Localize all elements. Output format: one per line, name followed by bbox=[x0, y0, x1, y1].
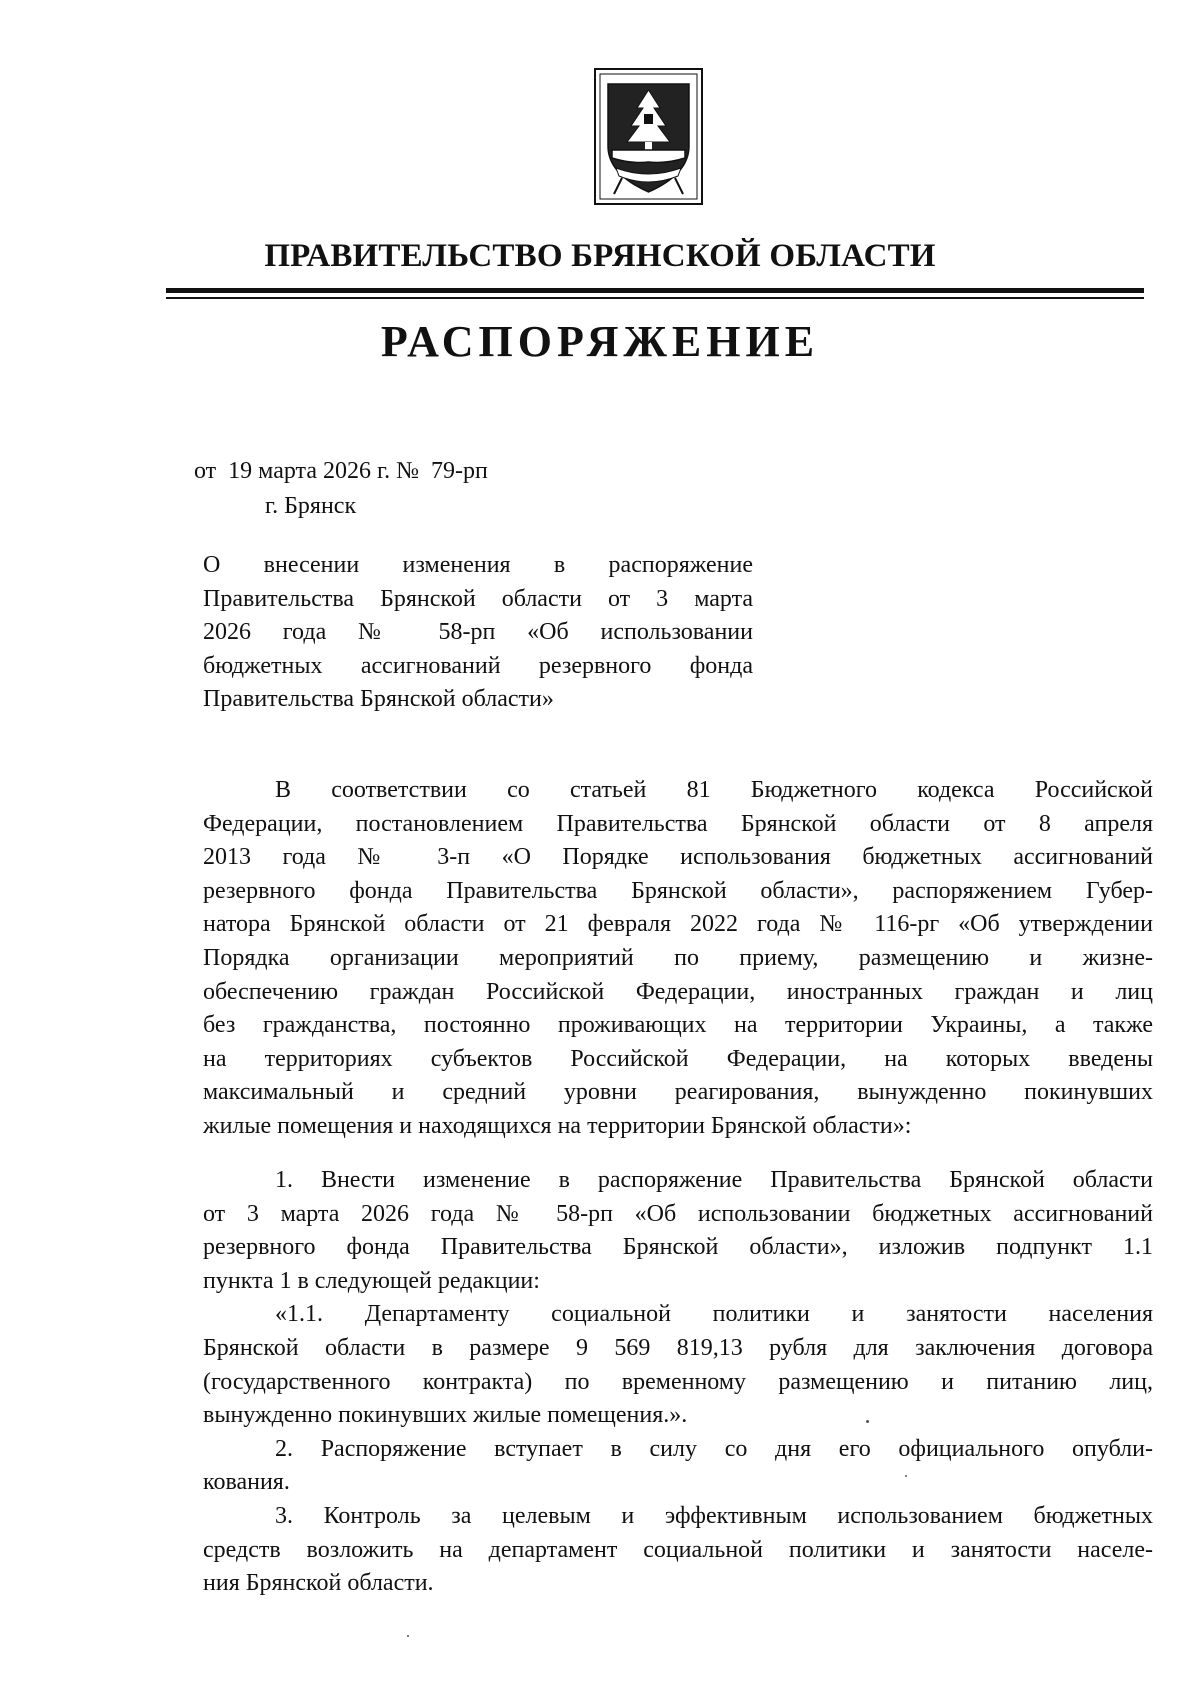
item-1-line: от 3 марта 2026 года № 58-рп «Об использовании бюджетных ассигнований bbox=[203, 1200, 1153, 1227]
document-type-title: РАСПОРЯЖЕНИЕ bbox=[380, 317, 820, 366]
preamble-line: Порядка организации мероприятий по приему, размещению и жизне- bbox=[203, 944, 1153, 971]
preamble-paragraph bbox=[203, 774, 1153, 1144]
preamble-line: 2013 года № 3-п «О Порядке использования бюджетных ассигнований bbox=[203, 844, 1153, 871]
preamble-line: обеспечению граждан Российской Федерации, иностранных граждан и лиц bbox=[203, 978, 1153, 1005]
subject-line: бюджетных ассигнований резервного фонда bbox=[203, 652, 753, 679]
coat-of-arms-emblem bbox=[594, 68, 703, 205]
scan-speck bbox=[905, 1475, 907, 1477]
header-divider-thin bbox=[166, 297, 1144, 299]
preamble-line: на территориях субъектов Российской Федерации, на которых введены bbox=[203, 1045, 1153, 1072]
item-1-line: 1. Внести изменение в распоряжение Правительства Брянской области bbox=[275, 1167, 1153, 1193]
preamble-line: В соответствии со статьей 81 Бюджетного кодекса Российской bbox=[275, 777, 1153, 803]
subitem-1-1-line: вынужденно покинувших жилые помещения.». bbox=[203, 1402, 688, 1429]
subitem-1-1-line: «1.1. Департаменту социальной политики и занятости населения bbox=[275, 1301, 1153, 1328]
government-title: ПРАВИТЕЛЬСТВО БРЯНСКОЙ ОБЛАСТИ bbox=[264, 238, 936, 274]
subject-line: Правительства Брянской области от 3 марта bbox=[203, 585, 753, 612]
item-2-line: кования. bbox=[203, 1469, 290, 1496]
subitem-1-1-line: (государственного контракта) по временному размещению и питанию лиц, bbox=[203, 1368, 1153, 1395]
subject-line: 2026 года № 58-рп «Об использовании bbox=[203, 619, 753, 645]
item-3-line: средств возложить на департамент социальной политики и занятости населе- bbox=[203, 1536, 1153, 1563]
item-3-line: ния Брянской области. bbox=[203, 1570, 434, 1597]
item-2-line: 2. Распоряжение вступает в силу со дня его официального опубли- bbox=[275, 1435, 1153, 1462]
header-divider-thick bbox=[166, 288, 1144, 293]
preamble-line: максимальный и средний уровни реагирования, вынужденно покинувших bbox=[203, 1079, 1153, 1106]
subject-line: О внесении изменения в распоряжение bbox=[203, 552, 753, 578]
document-date-number: от 19 марта 2026 г. № 79-рп bbox=[194, 458, 488, 484]
preamble-line: резервного фонда Правительства Брянской области», распоряжением Губер- bbox=[203, 877, 1153, 904]
scan-speck bbox=[407, 1635, 409, 1637]
bryansk-coat-of-arms-icon bbox=[594, 68, 703, 205]
decision-items bbox=[203, 1164, 1153, 1601]
document-subject bbox=[203, 549, 753, 717]
preamble-line: натора Брянской области от 21 февраля 2022 года № 116-рг «Об утверждении bbox=[203, 911, 1153, 938]
document-city: г. Брянск bbox=[265, 493, 357, 519]
item-3-line: 3. Контроль за целевым и эффективным использованием бюджетных bbox=[275, 1502, 1153, 1529]
scan-speck bbox=[866, 1420, 869, 1423]
subitem-1-1-line: Брянской области в размере 9 569 819,13 рубля для заключения договора bbox=[203, 1334, 1153, 1361]
item-1-line: пункта 1 в следующей редакции: bbox=[203, 1267, 540, 1294]
preamble-line: без гражданства, постоянно проживающих на территории Украины, а также bbox=[203, 1012, 1153, 1039]
preamble-line: жилые помещения и находящихся на территории Брянской области»: bbox=[203, 1112, 912, 1139]
preamble-line: Федерации, постановлением Правительства Брянской области от 8 апреля bbox=[203, 810, 1153, 837]
subject-line: Правительства Брянской области» bbox=[203, 686, 554, 712]
item-1-line: резервного фонда Правительства Брянской области», изложив подпункт 1.1 bbox=[203, 1234, 1153, 1261]
